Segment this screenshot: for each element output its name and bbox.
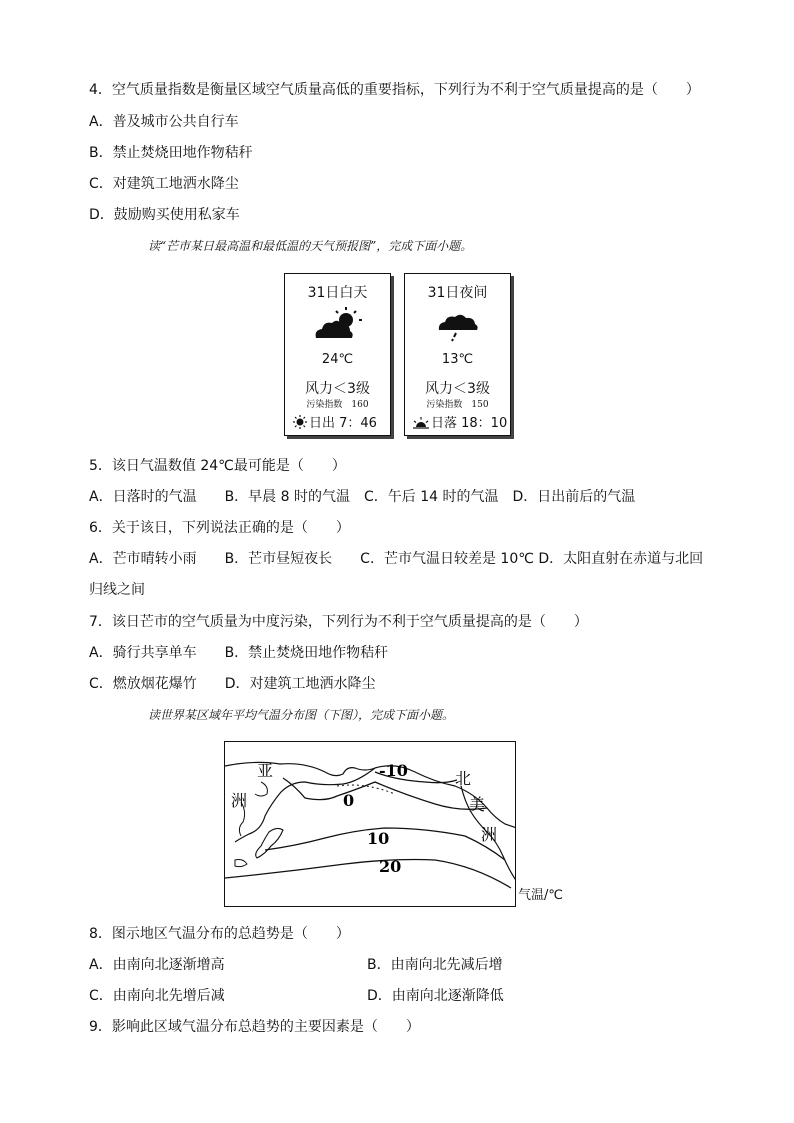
forecast-day-pollution: 污染指数 160 — [306, 400, 369, 410]
forecast-day-sunrise — [293, 412, 377, 431]
q4-option-d: D．鼓励购买使用私家车 — [89, 207, 240, 223]
q4-stem: 4．空气质量指数是衡量区域空气质量高低的重要指标，下列行为不利于空气质量提高的是（ ） — [89, 82, 700, 98]
cloud-rain-icon — [436, 312, 480, 346]
q9-stem: 9．影响此区域气温分布总趋势的主要因素是（ ） — [89, 1019, 420, 1035]
isotherm-label-10: 10 — [367, 829, 390, 848]
forecast-day-temp: 24℃ — [321, 352, 354, 367]
isotherm-20 — [225, 860, 511, 889]
forecast-night-temp: 13℃ — [441, 352, 474, 367]
sunrise-text: 日出 7：46 — [309, 416, 377, 431]
isotherm-label-20: 20 — [379, 857, 402, 876]
map-label-na-2: 美 — [469, 795, 486, 814]
q8-option-c: C．由南向北先增后减 — [89, 988, 225, 1004]
q5-stem: 5．该日气温数值 24℃最可能是（ ） — [89, 458, 346, 474]
isotherm-label-0: 0 — [343, 791, 355, 810]
q7-options-ab: A．骑行共享单车 B．禁止焚烧田地作物秸秆 — [89, 645, 389, 661]
sunset-text: 日落 18：10 — [431, 416, 508, 431]
sunrise-icon — [293, 415, 307, 429]
q4-option-a: A．普及城市公共自行车 — [89, 114, 239, 130]
isotherm-label-minus-10: -10 — [379, 761, 408, 780]
q7-stem: 7．该日芒市的空气质量为中度污染，下列行为不利于空气质量提高的是（ ） — [89, 614, 588, 630]
japan-islands — [256, 828, 283, 858]
q8-option-b: B．由南向北先减后增 — [367, 957, 503, 973]
sunset-icon — [413, 417, 429, 429]
q8-option-a: A．由南向北逐渐增高 — [89, 957, 225, 973]
map-label-na-1: 北 — [455, 769, 472, 788]
map-unit-label: 气温/℃ — [518, 888, 563, 903]
forecast-intro: 读“芒市某日最高温和最低温的天气预报图”，完成下面小题。 — [148, 239, 473, 253]
q7-options-cd: C．燃放烟花爆竹 D．对建筑工地洒水降尘 — [89, 676, 376, 692]
q4-option-c: C．对建筑工地洒水降尘 — [89, 176, 239, 192]
asia-inlet — [255, 782, 267, 796]
map-intro: 读世界某区域年平均气温分布图（下图），完成下面小题。 — [148, 708, 455, 722]
isotherm-map — [224, 741, 516, 907]
q8-stem: 8．图示地区气温分布的总趋势是（ ） — [89, 926, 350, 942]
forecast-night-title: 31日夜间 — [427, 285, 488, 301]
q6-options: A．芒市晴转小雨 B．芒市昼短夜长 C．芒市气温日较差是 10℃ D．太阳直射在赤道与北回 — [89, 551, 704, 567]
q6-options-cont: 归线之间 — [89, 582, 145, 598]
q4-option-b: B．禁止焚烧田地作物秸秆 — [89, 145, 253, 161]
map-label-asia-2: 洲 — [231, 791, 248, 810]
map-label-na-3: 洲 — [481, 825, 498, 844]
small-island — [235, 860, 247, 867]
forecast-night-wind: 风力＜3级 — [425, 381, 490, 397]
asia-coast-north — [225, 762, 375, 775]
map-label-asia-1: 亚 — [257, 761, 274, 780]
q8-option-d: D．由南向北逐渐降低 — [367, 988, 504, 1004]
q6-stem: 6．关于该日，下列说法正确的是（ ） — [89, 520, 350, 536]
forecast-night-sunset — [413, 412, 507, 431]
q5-options: A．日落时的气温 B．早晨 8 时的气温 C．午后 14 时的气温 D．日出前后的气温 — [89, 489, 636, 505]
forecast-card-day — [284, 273, 391, 436]
forecast-day-title: 31日白天 — [307, 285, 368, 301]
forecast-card-night — [404, 273, 511, 436]
forecast-night-pollution: 污染指数 150 — [426, 400, 489, 410]
sun-behind-cloud-icon — [310, 306, 366, 346]
forecast-day-wind: 风力＜3级 — [305, 381, 370, 397]
